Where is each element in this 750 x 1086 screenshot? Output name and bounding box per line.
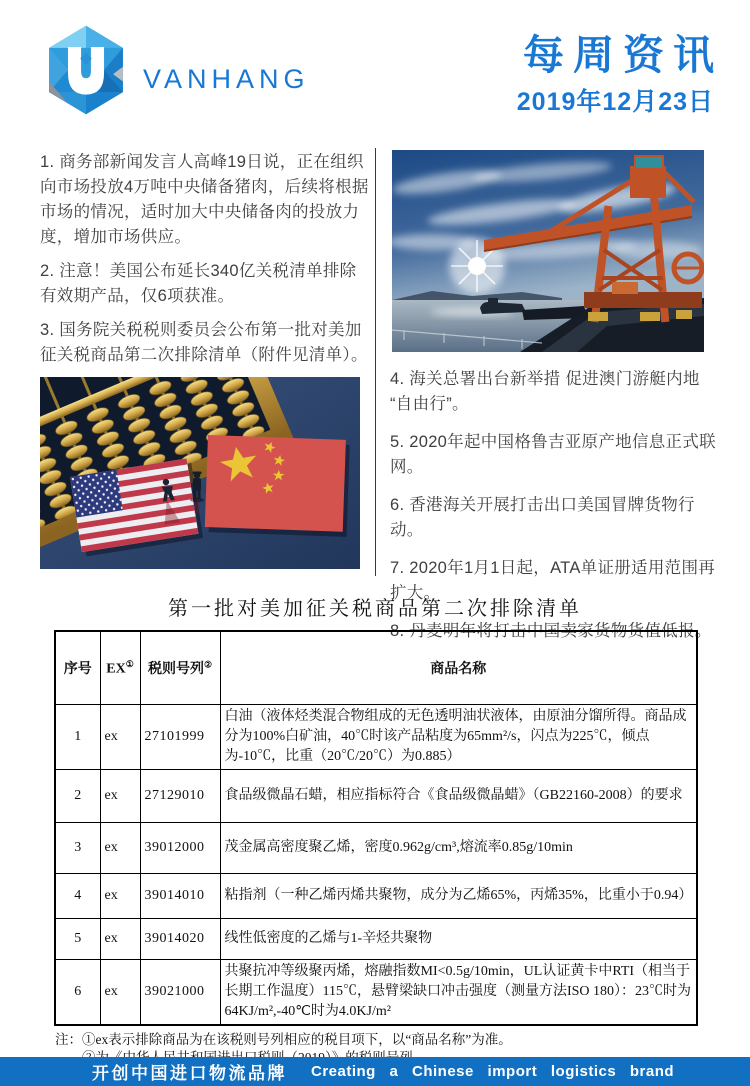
footer-slogan-en: Creating a Chinese import logistics brand — [311, 1063, 675, 1080]
header — [45, 24, 723, 118]
cell-code: 39021000 — [140, 960, 220, 1026]
vanhang-hexagon-logo-icon — [45, 24, 127, 116]
table-title: 第一批对美加征关税商品第二次排除清单 — [168, 598, 582, 620]
col-header-name: 商品名称 — [220, 631, 697, 705]
cell-no: 2 — [55, 770, 100, 823]
footer-bar — [0, 1057, 750, 1086]
china-flag-icon — [205, 435, 350, 537]
cell-name: 共聚抗冲等级聚丙烯，熔融指数MI<0.5g/10min，UL认证黄卡中RTI（相当于长期工作温度）115℃，悬臂梁缺口冲击强度（测量方法ISO 180）：23℃时为64KJ/m²,-40℃时为4.0KJ/m² — [220, 960, 697, 1026]
us-china-trade-photo — [40, 377, 360, 569]
table-row — [55, 770, 697, 823]
cell-no: 6 — [55, 960, 100, 1026]
cell-name: 茂金属高密度聚乙烯，密度0.962g/cm³,熔流率0.85g/10min — [220, 823, 697, 874]
news-column-left — [40, 150, 370, 569]
news-column-right — [390, 150, 724, 657]
table-row — [55, 823, 697, 874]
masthead — [516, 32, 723, 118]
brand-logo — [45, 24, 310, 116]
news-item: 2. 注意！美国公布延长340亿关税清单排除有效期产品，仅6项获准。 — [40, 262, 357, 305]
cell-name: 食品级微晶石蜡，相应指标符合《食品级微晶蜡》（GB22160-2008）的要求 — [220, 770, 697, 823]
news-item: 4. 海关总署出台新举措 促进澳门游艇内地 “自由行”。 — [390, 370, 700, 413]
masthead-title: 每周资讯 — [523, 32, 723, 78]
news-item: 1. 商务部新闻发言人高峰19日说，正在组织向市场投放4万吨中央储备猪肉，后续将根据市场的情况，适时加大中央储备肉的投放力度，增加市场供应。 — [40, 153, 369, 246]
news-item: 3. 国务院关税税则委员会公布第一批对美加征关税商品第二次排除清单（附件见清单）。 — [40, 321, 368, 364]
cell-code: 39012000 — [140, 823, 220, 874]
cell-code: 39014020 — [140, 919, 220, 960]
footnote: 注：①ex表示排除商品为在该税则号列相应的税目项下，以“商品名称”为准。 — [55, 1032, 512, 1047]
table-row — [55, 874, 697, 919]
cell-ex: ex — [100, 874, 140, 919]
news-item: 5. 2020年起中国格鲁吉亚原产地信息正式联网。 — [390, 433, 716, 476]
col-header-code: 税则号列② — [140, 631, 220, 705]
exclusion-table — [54, 630, 698, 1026]
cell-name: 线性低密度的乙烯与1-辛烃共聚物 — [220, 919, 697, 960]
cell-code: 27129010 — [140, 770, 220, 823]
table-row — [55, 960, 697, 1026]
col-header-ex: EX① — [100, 631, 140, 705]
cell-no: 3 — [55, 823, 100, 874]
masthead-date: 2019年12月23日 — [516, 88, 714, 117]
table-row — [55, 919, 697, 960]
brand-text: VANHANG — [143, 63, 310, 94]
cell-code: 39014010 — [140, 874, 220, 919]
cell-ex: ex — [100, 960, 140, 1026]
cell-ex: ex — [100, 823, 140, 874]
brand-name — [143, 64, 310, 95]
column-divider — [375, 148, 376, 576]
news-item: 8. 丹麦明年将打击中国卖家货物货值低报。 — [390, 622, 712, 640]
cell-name: 白油（液体烃类混合物组成的无色透明油状液体，由原油分馏所得。商品成分为100%白矿油，40℃时该产品粘度为65mm²/s，闪点为225℃，倾点为-10℃，比重（20℃/20℃）为0.885） — [220, 705, 697, 770]
cell-code: 27101999 — [140, 705, 220, 770]
footer-slogan-cn: 开创中国进口物流品牌 — [92, 1064, 287, 1083]
cell-name: 粘指剂（一种乙烯丙烯共聚物，成分为乙烯65%，丙烯35%，比重小于0.94） — [220, 874, 697, 919]
cell-ex: ex — [100, 770, 140, 823]
port-crane-photo — [392, 150, 704, 352]
table-header-row — [55, 631, 697, 705]
table-row — [55, 705, 697, 770]
col-header-no: 序号 — [55, 631, 100, 705]
exclusion-list-section — [0, 592, 750, 1067]
cell-no: 4 — [55, 874, 100, 919]
news-item: 6. 香港海关开展打击出口美国冒牌货物行动。 — [390, 496, 695, 539]
cell-ex: ex — [100, 919, 140, 960]
cell-ex: ex — [100, 705, 140, 770]
news-item: 7. 2020年1月1日起，ATA单证册适用范围再扩大。 — [390, 559, 716, 602]
cell-no: 1 — [55, 705, 100, 770]
cell-no: 5 — [55, 919, 100, 960]
